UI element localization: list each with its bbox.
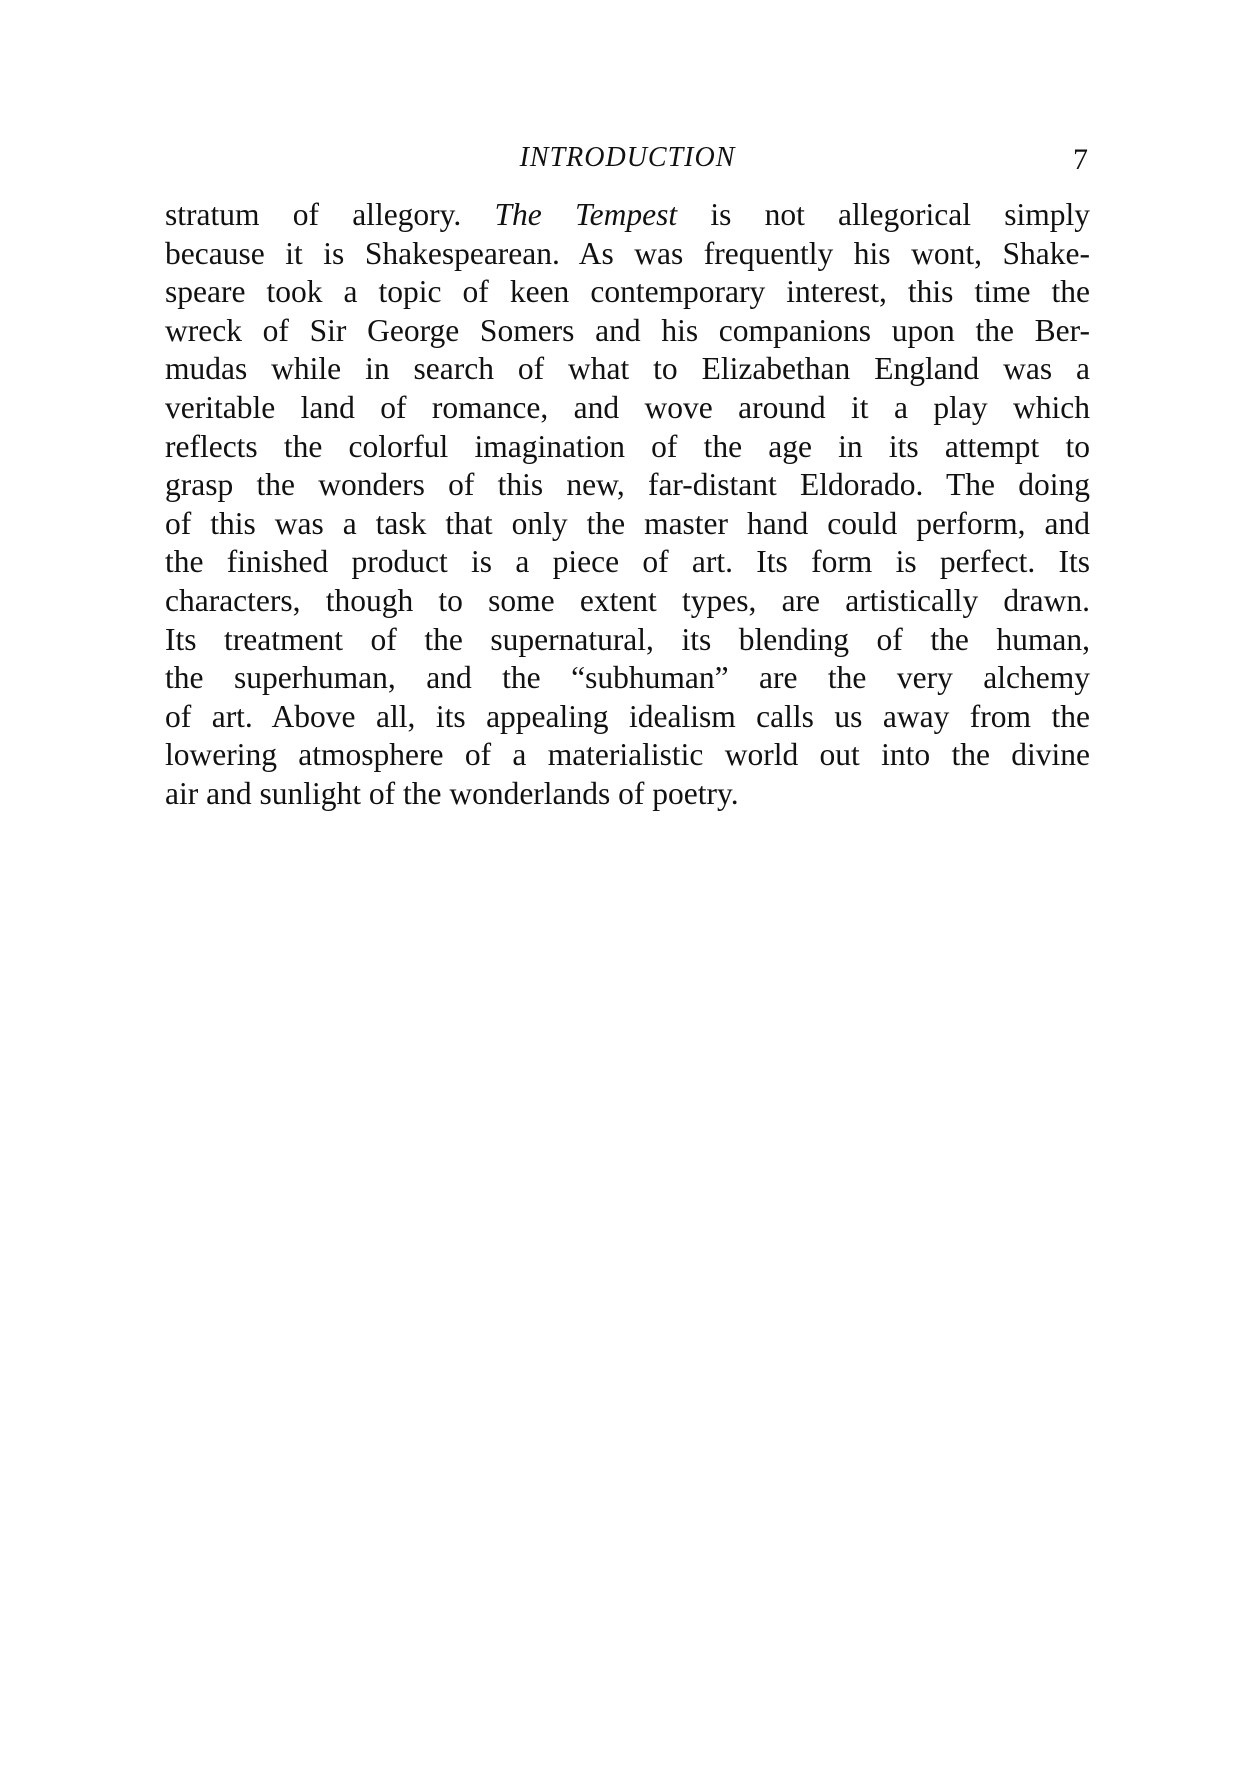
text-line-last: air and sunlight of the wonderlands of poetry.: [165, 775, 739, 811]
running-title: INTRODUCTION: [519, 142, 736, 173]
body-paragraph: [165, 196, 1090, 814]
text-line: reflects the colorful imagination of the age in its attempt to: [165, 428, 1090, 464]
text-line: veritable land of romance, and wove around it a play which: [165, 389, 1090, 425]
page-number: 7: [1073, 143, 1088, 176]
text-line: mudas while in search of what to Elizabethan England was a: [165, 351, 1090, 387]
text-segment: is not allegorical simply: [677, 197, 1090, 232]
text-line: Its treatment of the supernatural, its blending of the human,: [165, 621, 1090, 657]
text-line: of art. Above all, its appealing idealism calls us away from the: [165, 698, 1090, 734]
text-line: speare took a topic of keen contemporary interest, this time the: [165, 274, 1090, 310]
text-line: [165, 196, 1090, 235]
text-line: characters, though to some extent types, are artistically drawn.: [165, 582, 1090, 618]
running-head: [165, 142, 1090, 182]
text-line: grasp the wonders of this new, far-distant Eldorado. The doing: [165, 467, 1090, 503]
text-line: the superhuman, and the “subhuman” are the very alchemy: [165, 660, 1090, 696]
text-line: the finished product is a piece of art. Its form is perfect. Its: [165, 544, 1090, 580]
text-line: wreck of Sir George Somers and his companions upon the Ber-: [165, 312, 1090, 348]
text-line: because it is Shakespearean. As was frequently his wont, Shake-: [165, 235, 1090, 271]
play-title: The Tempest: [494, 197, 678, 232]
text-segment: stratum of allegory.: [165, 197, 495, 232]
text-line: of this was a task that only the master hand could perform, and: [165, 505, 1090, 541]
text-line: lowering atmosphere of a materialistic world out into the divine: [165, 737, 1090, 773]
